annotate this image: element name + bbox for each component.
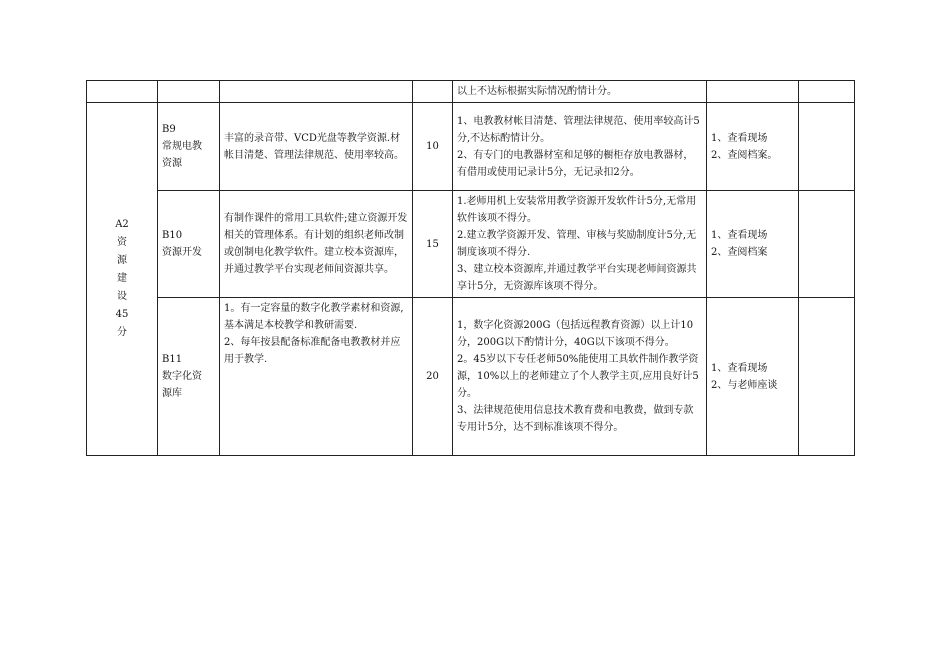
score-cell: 15 — [413, 191, 453, 298]
table-row — [87, 103, 855, 191]
method-line: 1、查看现场 — [711, 132, 768, 144]
item-line: 数字化资 — [162, 371, 202, 382]
criteria-line: 1，数字化资源200G（包括远程教育资源）以上计10分，200G以下酌情计分，40G以下该项不得分。 — [457, 320, 694, 348]
empty-cell — [413, 81, 453, 103]
method-cell — [707, 298, 799, 456]
criteria-cell — [453, 103, 707, 191]
criteria-cell: 以上不达标根据实际情况酌情计分。 — [453, 81, 707, 103]
item-line: B11 — [162, 354, 183, 365]
criteria-line: 2、有专门的电教器材室和足够的橱柜存放电教器材，有借用或使用记录计5分，无记录扣2分。 — [457, 149, 694, 178]
empty-cell — [707, 81, 799, 103]
item-cell — [158, 191, 220, 298]
item-cell — [158, 298, 220, 456]
empty-cell — [799, 191, 855, 298]
criteria-cell — [453, 191, 707, 298]
requirement-cell — [220, 298, 413, 456]
requirement-line: 1。有一定容量的数字化教学素材和资源,基本满足本校教学和教研需要. — [224, 303, 404, 331]
category-line: 分 — [117, 327, 127, 338]
requirement-cell: 有制作课件的常用工具软件;建立资源开发相关的管理体系。有计划的组织老师改制或创制电化教学软件。建立校本资源库，并通过教学平台实现老师间资源共享。 — [220, 191, 413, 298]
category-line: 源 — [117, 255, 127, 266]
criteria-line: 3、法律规范使用信息技术教育费和电教费，做到专款专用计5分，达不到标准该项不得分。 — [457, 405, 694, 433]
method-cell — [707, 103, 799, 191]
item-line: 资源开发 — [162, 247, 202, 258]
empty-cell — [799, 298, 855, 456]
category-line: 建 — [117, 273, 127, 284]
table-row — [87, 191, 855, 298]
empty-cell — [87, 81, 158, 103]
empty-cell — [799, 103, 855, 191]
requirement-cell: 丰富的录音带、VCD光盘等教学资源.材帐目清楚、管理法律规范、使用率较高。 — [220, 103, 413, 191]
category-line: 设 — [117, 291, 127, 302]
method-line: 1、查看现场 — [711, 230, 768, 241]
evaluation-table — [86, 80, 855, 456]
score-cell: 20 — [413, 298, 453, 456]
method-line: 2、与老师座谈 — [711, 379, 778, 391]
method-line: 2、查阅档案。 — [711, 149, 778, 161]
criteria-line: 2.建立教学资源开发、管理、审核与奖励制度计5分,无制度该项不得分. — [457, 230, 697, 258]
empty-cell — [220, 81, 413, 103]
item-line: 源库 — [162, 388, 182, 399]
empty-cell — [799, 81, 855, 103]
empty-cell — [158, 81, 220, 103]
method-line: 1、查看现场 — [711, 362, 768, 374]
category-line: 45 — [115, 309, 129, 320]
method-line: 2、查阅档案 — [711, 247, 768, 258]
criteria-line: 3、建立校本资源库,并通过教学平台实现老师间资源共享计5分，无资源库该项不得分。 — [457, 264, 697, 292]
requirement-line: 2、每年按县配备标准配备电教教材并应用于教学. — [224, 337, 401, 365]
item-line: 常规电教 — [162, 141, 202, 152]
item-line: 资源 — [162, 158, 182, 169]
item-line: B10 — [162, 230, 183, 241]
category-cell — [87, 103, 158, 456]
category-line: 资 — [117, 237, 127, 248]
item-cell — [158, 103, 220, 191]
criteria-line: 2。45岁以下专任老师50%能使用工具软件制作教学资源，10%以上的老师建立了个人教学主页,应用良好计5分。 — [457, 354, 699, 399]
table-row — [87, 298, 855, 456]
criteria-line: 1.老师用机上安装常用教学资源开发软件计5分,无常用软件该项不得分。 — [457, 196, 697, 224]
criteria-line: 1、电教教材帐目清楚、管理法律规范、使用率较高计5分,不达标酌情计分。 — [457, 115, 700, 144]
category-line: A2 — [115, 219, 129, 230]
method-cell — [707, 191, 799, 298]
item-line: B9 — [162, 124, 176, 135]
table-row — [87, 81, 855, 103]
score-cell: 10 — [413, 103, 453, 191]
criteria-cell — [453, 298, 707, 456]
